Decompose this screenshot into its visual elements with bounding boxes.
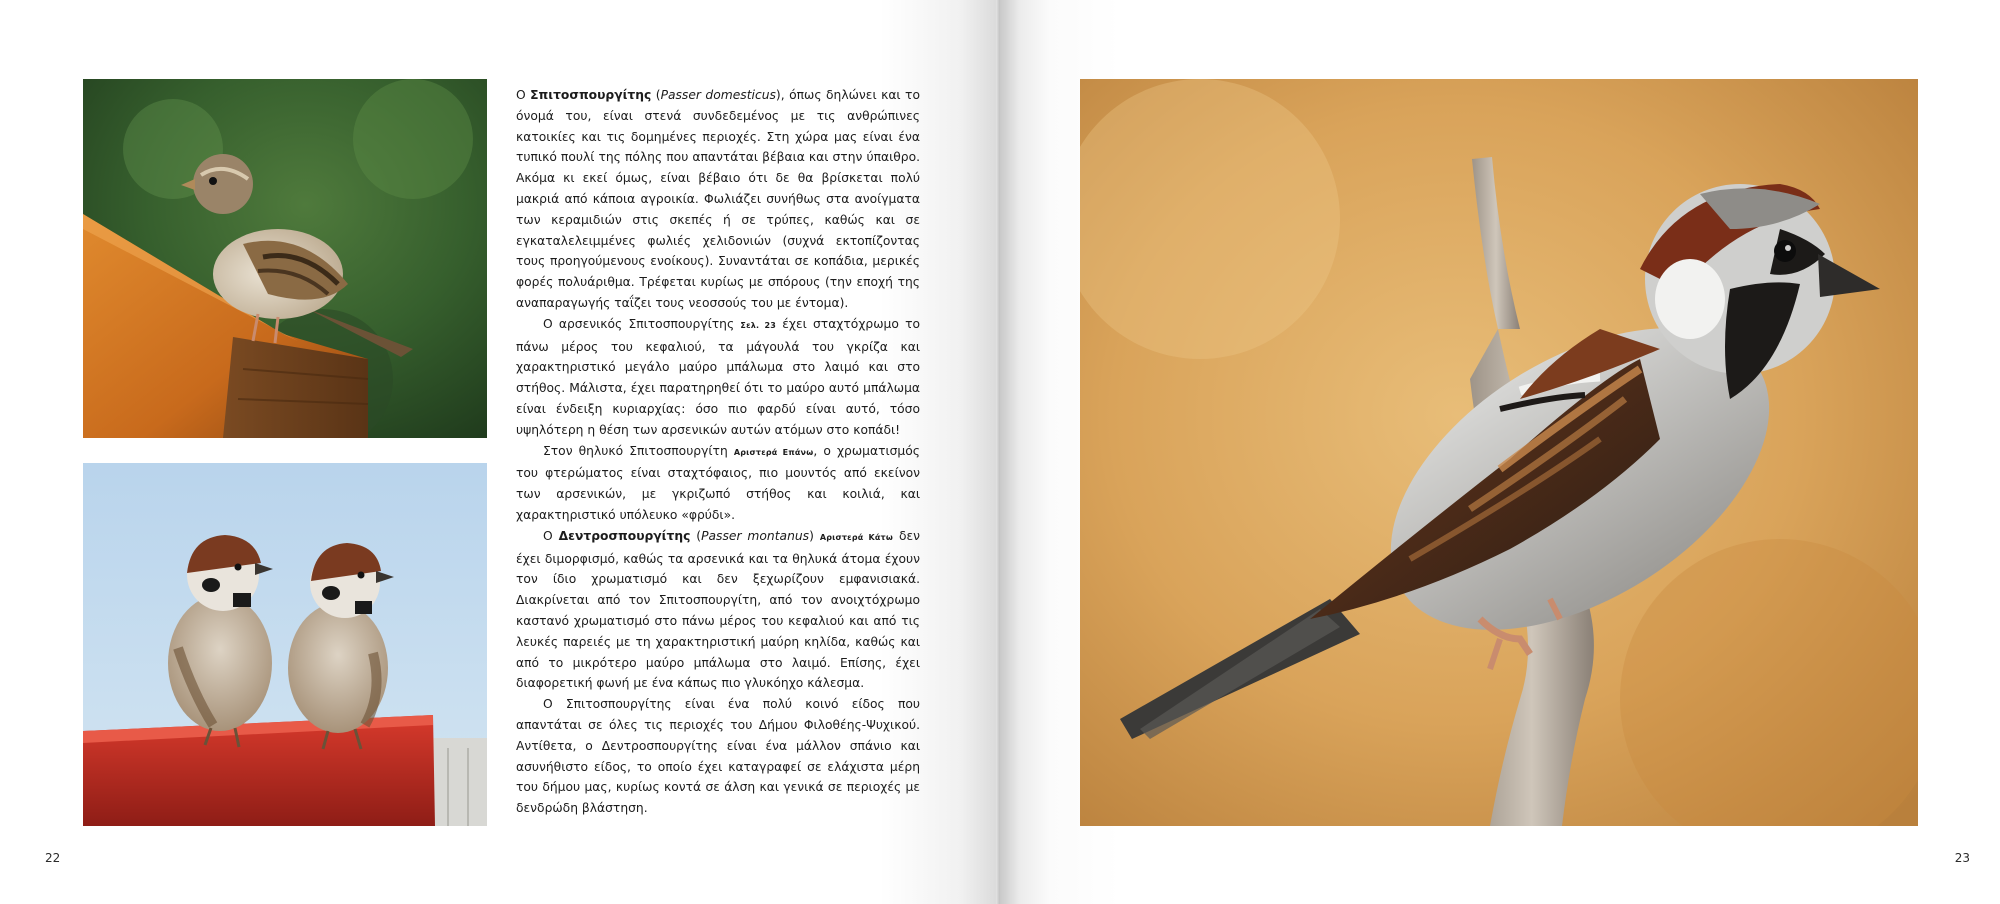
article-text <box>516 85 920 819</box>
page-number-left: 22 <box>45 851 61 865</box>
figure-reference: Αριστερά Επάνω <box>733 447 814 457</box>
paragraph-distribution: Ο Σπιτοσπουργίτης είναι ένα πολύ κοινό είδος που απαντάται σε όλες τις περιοχές του Δήμου Φιλοθέης-Ψυχικού. Αντίθετα, ο Δεντροσπουργίτης είναι ένα μάλλον σπάνιο και ασυνήθιστο είδος, το οποίο έχει καταγραφεί σε ελάχιστα μέρη του δήμου μας, κυρίως κοντά σε άλση και γενικά σε περιοχές με δενδρώδη βλάστηση. <box>516 697 920 816</box>
house-sparrow-female-photo <box>83 79 487 438</box>
latin-name-tree-sparrow: Passer montanus <box>701 528 810 543</box>
species-name-tree-sparrow: Δεντροσπουργίτης <box>558 528 691 543</box>
latin-name-house-sparrow: Passer domesticus <box>660 88 776 102</box>
paragraph-female-house-sparrow: Στον θηλυκό Σπιτοσπουργίτη Αριστερά Επάνω, ο χρωματισμός του φτερώματος είναι σταχτόφαιος, πιο μουντός από εκείνον των αρσενικών, με γκριζωπό στήθος και κοιλιά, και χαρακτηριστικό υπόλευκο «φρύδι». <box>516 443 921 522</box>
paragraph-male-house-sparrow: Ο αρσενικός Σπιτοσπουργίτης Σελ. 23 έχει σταχτόχρωμο το πάνω μέρος του κεφαλιού, τα μάγουλά του γκρίζα και χαρακτηριστικό μεγάλο μαύρο μπάλωμα στο λαιμό και στο στήθος. Μάλιστα, έχει παρατηρηθεί ότι το μαύρο αυτό μπάλωμα είναι ένδειξη κυριαρχίας: όσο πιο φαρδύ είναι αυτό, τόσο υψηλότερη η θέση των αρσενικών αυτών ατόμων στο κοπάδι! <box>516 316 921 437</box>
species-name-house-sparrow: Σπιτοσπουργίτης <box>530 88 652 102</box>
figure-reference: Αριστερά Κάτω <box>819 532 894 542</box>
right-page <box>1000 0 2000 904</box>
figure-reference: Σελ. 23 <box>740 320 777 330</box>
paragraph-tree-sparrow: Ο Δεντροσπουργίτης (Passer montanus) Αριστερά Κάτω δεν έχει διμορφισμό, καθώς τα αρσενικά και τα θηλυκά άτομα έχουν τον ίδιο χρωματισμό και δεν ξεχωρίζουν εμφανισιακά. Διακρίνεται από τον Σπιτοσπουργίτη, από τον ανοιχτόχρωμο καστανό χρωματισμό στο πάνω μέρος του κεφαλιού και από τις λευκές παρειές με τη χαρακτηριστική μαύρη κηλίδα, καθώς και από το μικρότερο μαύρο μπάλωμα στο λαιμό. Επίσης, έχει διαφορετική φωνή με ένα κάπως πιο γλυκόηχο κάλεσμα. <box>516 528 920 691</box>
paragraph-house-sparrow: Ο Σπιτοσπουργίτης (Passer domesticus), όπως δηλώνει και το όνομά του, είναι στενά συνδεδεμένος με τις ανθρώπινες κατοικίες και τις δομημένες περιοχές. Στη χώρα μας είναι ένα τυπικό πουλί της πόλης που απαντάται βέβαια και στην ύπαιθρο. Ακόμα κι εκεί όμως, είναι βέβαιο ότι δε θα βρίσκεται πολύ μακριά από κάποια αγροικία. Φωλιάζει συνήθως στα ανοίγματα των κεραμιδιών στις σκεπές ή σε τρύπες, καθώς και σε εγκαταλελειμμένες φωλιές χελιδονιών (συχνά εκτοπίζοντας τους προηγούμενους ενοίκους). Συναντάται σε κοπάδια, μερικές φορές πολυάριθμα. Τρέφεται κυρίως με σπόρους (την εποχή της αναπαραγωγής ταΐζει τους νεοσσούς του με έντομα). <box>516 88 920 310</box>
tree-sparrows-photo <box>83 463 487 826</box>
male-house-sparrow-photo <box>1080 79 1918 826</box>
page-number-right: 23 <box>1954 851 1970 865</box>
